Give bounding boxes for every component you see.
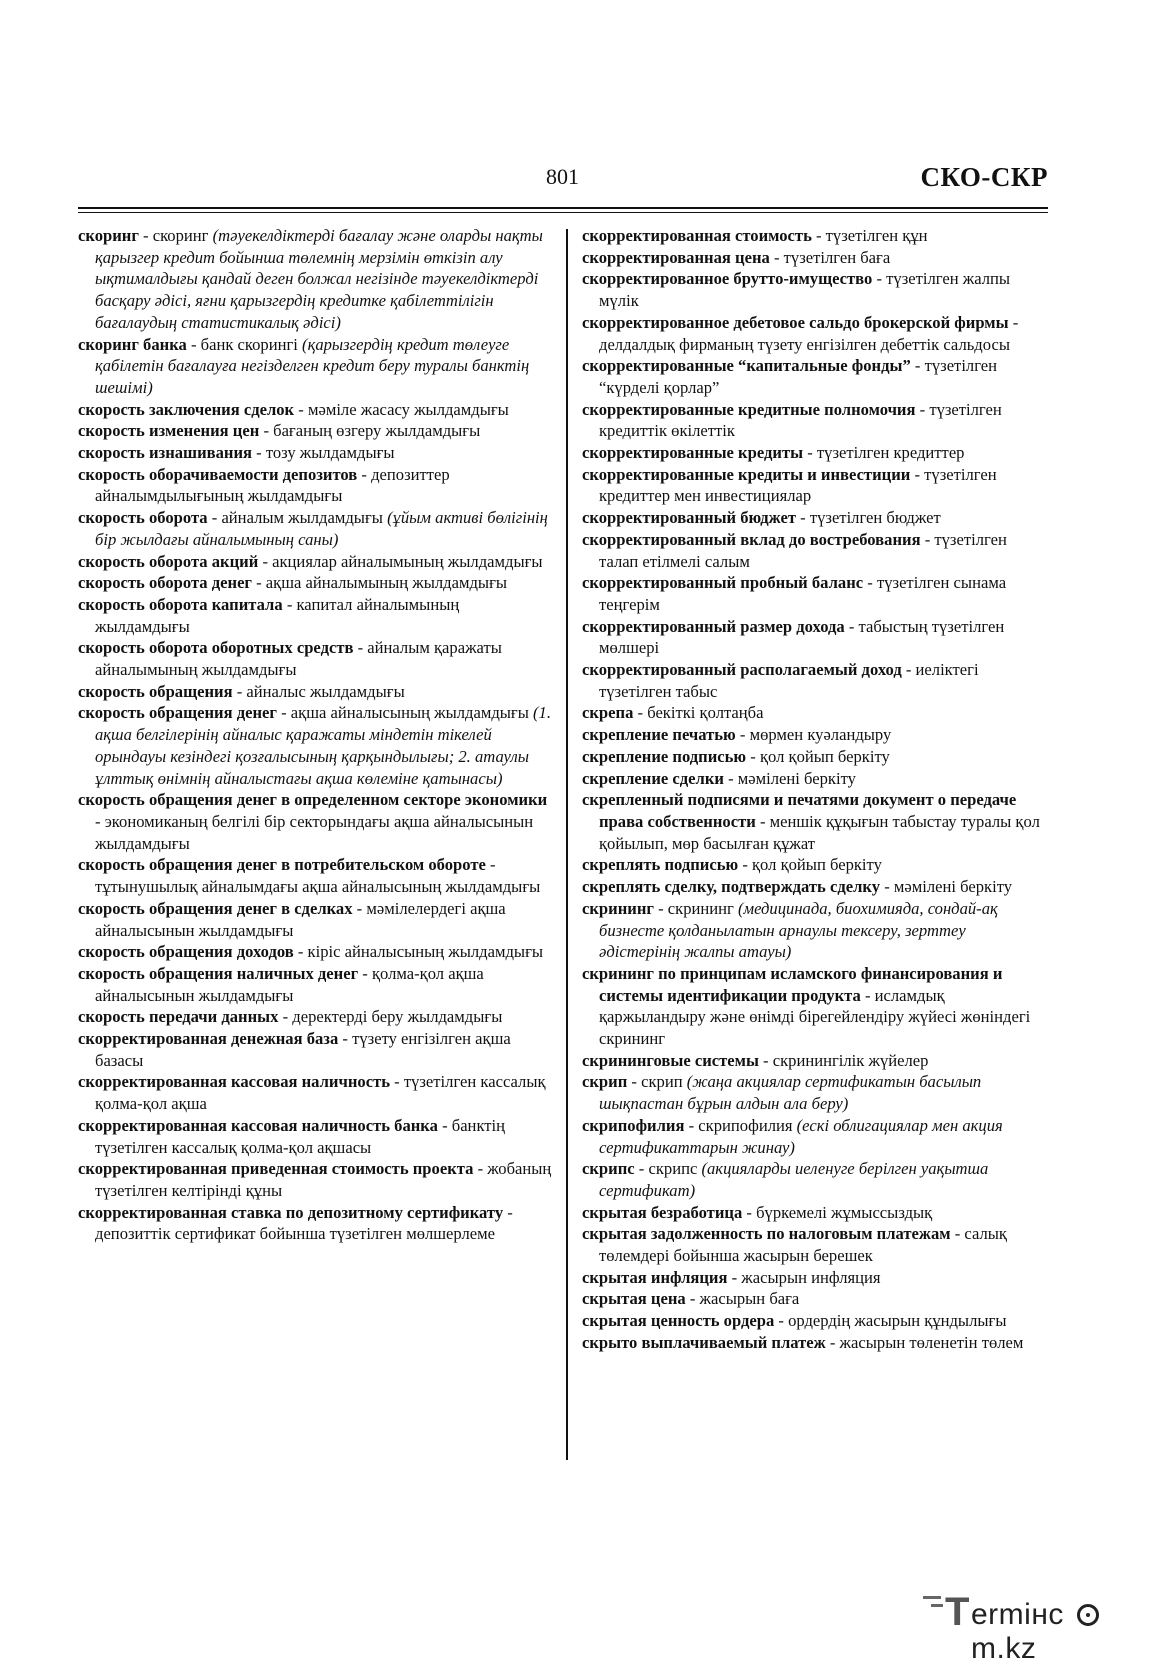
entry-separator: - <box>950 1224 965 1244</box>
entry-definition: экономиканың белгілі бір секторындағы ақша айналысынын жылдамдығы <box>95 811 534 853</box>
dictionary-entry <box>78 1006 552 1028</box>
entry-definition: түзетілген кредиттер мен инвестициялар <box>599 464 997 506</box>
entry-definition: қол қойып беркіту <box>759 746 890 766</box>
entry-separator: - <box>294 399 308 419</box>
dictionary-entry <box>582 876 1050 898</box>
entry-separator: - <box>633 703 648 723</box>
entry-separator: - <box>278 1007 293 1027</box>
entry-term: скорость обращения <box>78 681 233 701</box>
logo-dash-mark <box>923 1596 941 1599</box>
entry-definition: түзетілген бюджет <box>809 508 941 528</box>
dictionary-entry <box>78 442 552 464</box>
entry-term: скорость обращения денег <box>78 703 277 723</box>
dictionary-entry <box>582 312 1050 355</box>
entry-note: (акцияларды иеленуге берілген уақытша сертификат) <box>599 1159 989 1200</box>
dictionary-entry <box>78 1202 552 1245</box>
dictionary-entry <box>582 1115 1050 1158</box>
entry-note: (қарызгердің кредит төлеуге қабілетін бағалауға негізделген кредит беру туралы банктің шешімі) <box>95 334 530 397</box>
entry-definition: түзетілген құн <box>825 226 928 245</box>
entry-definition: кіріс айналысының жылдамдығы <box>307 942 544 962</box>
entry-term: скорость оборота денег <box>78 573 252 593</box>
dictionary-entry <box>582 724 1050 746</box>
entry-term: скрепленный подписями и печатями документ о передаче права собственности <box>582 790 1017 831</box>
dictionary-entry <box>582 963 1050 1050</box>
entry-definition: мөрмен куәландыру <box>749 725 892 745</box>
entry-definition: бағаның өзгеру жылдамдығы <box>273 421 481 441</box>
entry-separator: - <box>282 594 297 614</box>
dictionary-entry <box>582 746 1050 768</box>
dictionary-entry <box>78 507 552 550</box>
entry-definition: бекіткі қолтаңба <box>647 703 764 723</box>
entry-term: скорректированная цена <box>582 247 770 267</box>
dictionary-entry <box>78 637 552 680</box>
entry-term: скрипофилия <box>582 1115 685 1135</box>
entry-term: скорость заключения сделок <box>78 399 295 419</box>
entry-term: скорректированный бюджет <box>582 508 797 528</box>
right-column <box>582 225 1050 1354</box>
entry-separator: - <box>232 681 247 701</box>
entry-term: скорректированная кассовая наличность банка <box>78 1115 438 1135</box>
entry-separator: - <box>634 1159 649 1179</box>
dictionary-entry <box>582 1267 1050 1289</box>
entry-separator: - <box>844 616 859 636</box>
entry-definition: делдалдық фирманың түзету енгізілген дебеттік сальдосы <box>599 334 1010 354</box>
dictionary-entry <box>582 1288 1050 1310</box>
entry-separator: - <box>825 1332 840 1352</box>
dictionary-entry <box>582 399 1050 442</box>
dictionary-entry <box>78 1028 552 1071</box>
page-number: 801 <box>546 164 579 189</box>
entry-separator: - <box>811 226 826 245</box>
entry-definition: мәмілелердегі ақша айналысынын жылдамдығы <box>95 898 506 940</box>
dictionary-entry <box>582 225 1050 247</box>
entry-separator: - <box>251 573 266 593</box>
entry-term: скорость передачи данных <box>78 1007 279 1027</box>
entry-definition: айналым жылдамдығы <box>221 508 388 528</box>
logo-o-circle <box>1077 1604 1099 1626</box>
dictionary-entry <box>582 702 1050 724</box>
dictionary-entry <box>78 963 552 1006</box>
entry-definition: скрининг <box>667 898 738 918</box>
entry-separator: - <box>769 247 784 267</box>
entry-term: скрипс <box>582 1159 635 1179</box>
dictionary-entry <box>582 1158 1050 1201</box>
column-divider <box>566 229 568 1460</box>
entry-definition: жобаның түзетілген келтірінді құны <box>95 1159 552 1200</box>
entry-separator: - <box>276 703 291 723</box>
entry-definition: жасырын баға <box>699 1289 800 1309</box>
entry-term: скорректированное дебетовое сальдо брокерской фирмы <box>582 312 1009 332</box>
dictionary-entry <box>78 681 552 703</box>
entry-definition: деректерді беру жылдамдығы <box>292 1007 503 1027</box>
entry-separator: - <box>627 1072 642 1092</box>
dictionary-entry <box>582 854 1050 876</box>
entry-definition: жасырын инфляция <box>741 1267 881 1287</box>
section-range-title: СКО-СКР <box>920 162 1048 192</box>
entry-definition: тұтынушылық айналымдағы ақша айналысының жылдамдығы <box>95 877 541 897</box>
entry-definition: түзетілген кредиттік өкілеттік <box>599 399 1002 441</box>
dictionary-entry <box>78 572 552 594</box>
entry-definition: скоринг <box>152 226 213 245</box>
entry-separator: - <box>755 811 770 831</box>
entry-separator: - <box>915 399 930 419</box>
dictionary-entry <box>78 334 552 399</box>
entry-definition: түзетілген сынама теңгерім <box>599 573 1007 614</box>
dictionary-entry <box>582 529 1050 572</box>
dictionary-entry <box>582 768 1050 790</box>
entry-definition: мәмілені беркіту <box>737 768 856 788</box>
entry-separator: - <box>653 898 668 918</box>
entry-note: (тәуекелдіктерді бағалау және оларды нақты қарызгер кредит бойынша төлемнің мерзімін өткізіп алу ықтималдығы қандай деген болжал негізінде тәуекелдіктерді басқару әдісі, яғни қарызгердің кредитке қабілеттілігін бағалаудың статистикалық әдісі) <box>95 226 543 332</box>
dictionary-entry <box>78 941 552 963</box>
dictionary-entry <box>78 464 552 507</box>
entry-term: скорость обращения доходов <box>78 942 294 962</box>
entry-definition: табыстың түзетілген мөлшері <box>599 616 1005 658</box>
entry-term: скрининг по принципам исламского финансирования и системы идентификации продукта <box>582 963 1003 1005</box>
entry-separator: - <box>390 1072 404 1092</box>
dictionary-entry <box>582 268 1050 311</box>
entry-term: скорость оборота акций <box>78 551 259 571</box>
entry-term: скрытая ценность ордера <box>582 1311 775 1331</box>
dictionary-entry <box>78 702 552 789</box>
dictionary-entry <box>582 355 1050 398</box>
entry-separator: - <box>1008 312 1019 332</box>
dictionary-entry <box>78 594 552 637</box>
entry-term: скорректированный размер дохода <box>582 616 845 636</box>
dictionary-entry <box>582 659 1050 702</box>
logo-letter: T <box>945 1590 970 1634</box>
entry-definition: мәміле жасасу жылдамдығы <box>307 399 509 419</box>
entry-term: скоринг <box>78 226 139 245</box>
entry-separator: - <box>758 1050 773 1070</box>
entry-term: скреплять сделку, подтверждать сделку <box>582 877 881 897</box>
dictionary-entry <box>582 898 1050 963</box>
entry-term: скорость оборота оборотных средств <box>78 638 354 658</box>
entry-term: скорректированные “капитальные фонды” <box>582 356 911 376</box>
entry-term: скорость обращения наличных денег <box>78 963 359 983</box>
entry-separator: - <box>863 573 877 593</box>
entry-separator: - <box>796 508 810 528</box>
dictionary-entry <box>78 551 552 573</box>
entry-term: скорость оборота <box>78 508 208 528</box>
entry-separator: - <box>485 855 496 875</box>
entry-note: (ескі облигациялар мен акция сертификаттарын жинау) <box>599 1115 1003 1157</box>
logo-text: ermінcm.kz <box>971 1598 1064 1665</box>
entry-definition: акциялар айналымының жылдамдығы <box>272 551 543 571</box>
entry-term: скорость обращения денег в потребительском обороте <box>78 855 486 875</box>
logo-dash-mark <box>931 1604 943 1607</box>
entry-term: скорректированное брутто-имущество <box>582 269 873 289</box>
entry-definition: қолма-қол ақша айналысынын жылдамдығы <box>95 963 484 1005</box>
entry-separator: - <box>901 660 916 680</box>
entry-separator: - <box>186 334 201 354</box>
dictionary-entry <box>78 399 552 421</box>
entry-term: скоринг банка <box>78 334 187 354</box>
header-rule-thin <box>78 212 1048 213</box>
entry-definition: капитал айналымының жылдамдығы <box>95 594 460 636</box>
dictionary-entry <box>582 442 1050 464</box>
entry-definition: ақша айналымының жылдамдығы <box>265 573 508 593</box>
entry-separator: - <box>353 638 368 658</box>
entry-definition: исламдық қаржыландыру және өнімді бірегейлендіру жүйесі жөніндегі скрининг <box>599 985 1031 1049</box>
entry-term: скрининговые системы <box>582 1050 759 1070</box>
entry-separator: - <box>880 877 894 897</box>
dictionary-entry <box>582 1332 1050 1354</box>
entry-separator: - <box>357 464 372 484</box>
entry-separator: - <box>746 746 760 766</box>
entry-term: скорректированная денежная база <box>78 1029 339 1049</box>
entry-note: (медицинада, биохимияда, сондай-ақ бизнесте қолданылатын арнаулы тексеру, зерттеу әдістерінің жалпы атауы) <box>599 898 998 962</box>
dictionary-entry <box>582 616 1050 659</box>
dictionary-entry <box>78 789 552 854</box>
entry-separator: - <box>352 898 367 918</box>
entry-separator: - <box>860 985 875 1005</box>
entry-separator: - <box>727 1267 742 1287</box>
entry-term: скрепление подписью <box>582 746 747 766</box>
entry-definition: скрипс <box>648 1159 702 1179</box>
entry-separator: - <box>742 1202 757 1222</box>
entry-separator: - <box>259 421 274 441</box>
entry-term: скорректированная кассовая наличность <box>78 1072 390 1092</box>
dictionary-entry <box>582 572 1050 615</box>
entry-term: скрип <box>582 1072 628 1092</box>
entry-separator: - <box>293 942 308 962</box>
entry-note: (жаңа акциялар сертификатын басылып шықпастан бұрын алдын ала беру) <box>599 1072 982 1114</box>
dictionary-entry <box>582 1071 1050 1114</box>
entry-term: скрепление сделки <box>582 768 724 788</box>
entry-separator: - <box>207 508 222 528</box>
dictionary-entry <box>78 1158 552 1201</box>
entry-term: скорость оборота капитала <box>78 594 283 614</box>
entry-note: (1. ақша белгілерінің айналыс қаражаты міндетін тікелей орындауы кезіндегі қозғалысының қарқындылығы; 2. атаулы ұлттық өнімнің айналыстағы ақша көлеміне қатынасы) <box>95 703 552 788</box>
dictionary-entry <box>78 1115 552 1158</box>
entry-separator: - <box>473 1159 488 1179</box>
entry-separator: - <box>872 269 887 289</box>
entry-term: скрытая задолженность по налоговым платежам <box>582 1224 951 1244</box>
dictionary-entry <box>78 854 552 897</box>
entry-separator: - <box>910 464 925 484</box>
entry-term: скорость обращения денег в определенном секторе экономики <box>78 790 548 810</box>
entry-term: скрытая цена <box>582 1289 686 1309</box>
entry-term: скорректированная приведенная стоимость проекта <box>78 1159 474 1179</box>
entry-definition: түзетілген баға <box>783 247 891 267</box>
entry-definition: скринингілік жүйелер <box>772 1050 929 1070</box>
entry-separator: - <box>735 725 750 745</box>
entry-definition: иеліктегі түзетілген табыс <box>599 660 979 701</box>
entry-term: скорректированный вклад до востребования <box>582 529 921 549</box>
entry-separator: - <box>684 1115 699 1135</box>
entry-definition: меншік құқығын табыстау туралы қол қойылып, мөр басылған құжат <box>599 811 1040 853</box>
entry-definition: тозу жылдамдығы <box>265 443 395 463</box>
entry-definition: айналыс жылдамдығы <box>246 681 405 701</box>
entry-definition: түзетілген жалпы мүлік <box>599 269 1011 311</box>
entry-term: скрепа <box>582 703 634 723</box>
entry-definition: қол қойып беркіту <box>752 855 882 875</box>
dictionary-entry <box>582 464 1050 507</box>
entry-definition: ақша айналысының жылдамдығы <box>290 703 534 723</box>
entry-separator: - <box>251 443 266 463</box>
entry-separator: - <box>95 811 105 831</box>
entry-definition: түзетілген “күрделі қорлар” <box>599 356 998 397</box>
entry-definition: бүркемелі жұмыссыздық <box>756 1202 933 1222</box>
entry-separator: - <box>910 356 925 376</box>
dictionary-entry <box>78 898 552 941</box>
dictionary-entry <box>582 1202 1050 1224</box>
entry-separator: - <box>338 1029 353 1049</box>
dictionary-entry <box>78 1071 552 1114</box>
entry-term: скорректированный располагаемый доход <box>582 660 902 680</box>
entry-definition: мәмілені беркіту <box>893 877 1013 897</box>
dictionary-entry <box>582 789 1050 854</box>
entry-definition: депозиттер айналымдылығының жылдамдығы <box>95 464 450 506</box>
entry-definition: скрипофилия <box>698 1115 797 1135</box>
dictionary-entry <box>78 420 552 442</box>
entry-term: скорость обращения денег в сделках <box>78 898 353 918</box>
entry-note: (ұйым активі бөлігінің бір жылдағы айналымының саны) <box>95 508 548 549</box>
entry-separator: - <box>685 1289 700 1309</box>
entry-term: скорректированные кредиты <box>582 443 804 463</box>
dictionary-entry <box>582 1310 1050 1332</box>
entry-separator: - <box>358 963 372 983</box>
entry-term: скрепление печатью <box>582 725 736 745</box>
dictionary-entry <box>582 507 1050 529</box>
dictionary-entry <box>582 1050 1050 1072</box>
entry-separator: - <box>138 226 153 245</box>
entry-separator: - <box>774 1311 789 1331</box>
entry-definition: банк скорингі <box>200 334 303 354</box>
entry-separator: - <box>920 529 935 549</box>
entry-term: скрытая безработица <box>582 1202 743 1222</box>
entry-term: скорректированные кредитные полномочия <box>582 399 916 419</box>
entry-separator: - <box>723 768 738 788</box>
entry-term: скрыто выплачиваемый платеж <box>582 1332 826 1352</box>
entry-term: скорость изменения цен <box>78 421 260 441</box>
entry-definition: ордердің жасырын құндылығы <box>788 1311 1007 1331</box>
entry-definition: салық төлемдері бойынша жасырын берешек <box>599 1224 1007 1266</box>
entry-term: скорость изнашивания <box>78 443 252 463</box>
entry-term: скреплять подписью <box>582 855 739 875</box>
left-column <box>78 225 552 1245</box>
entry-definition: түзету енгізілген ақша базасы <box>95 1029 511 1070</box>
entry-definition: депозиттік сертификат бойынша түзетілген мөлшерлеме <box>95 1224 496 1244</box>
dictionary-entry <box>78 225 552 334</box>
entry-definition: айналым қаражаты айналымының жылдамдығы <box>95 638 502 680</box>
entry-definition: скрип <box>641 1072 687 1092</box>
termincom-logo <box>945 1590 1145 1665</box>
dictionary-entry <box>582 247 1050 269</box>
entry-definition: түзетілген кассалық қолма-қол ақша <box>95 1072 546 1114</box>
entry-definition: түзетілген талап етілмелі салым <box>599 529 1007 571</box>
entry-separator: - <box>738 855 752 875</box>
entry-separator: - <box>803 443 817 463</box>
entry-definition: банктің түзетілген кассалық қолма-қол ақшасы <box>95 1115 506 1157</box>
entry-term: скорость оборачиваемости депозитов <box>78 464 358 484</box>
header-rule-thick <box>78 207 1048 209</box>
entry-separator: - <box>258 551 273 571</box>
dictionary-entry <box>582 1223 1050 1266</box>
entry-term: скорректированная стоимость <box>582 226 812 245</box>
entry-definition: жасырын төленетін төлем <box>839 1332 1024 1352</box>
entry-term: скрытая инфляция <box>582 1267 728 1287</box>
entry-definition: түзетілген кредиттер <box>816 443 965 463</box>
entry-term: скорректированные кредиты и инвестиции <box>582 464 911 484</box>
entry-term: скорректированная ставка по депозитному сертификату <box>78 1202 504 1222</box>
entry-term: скорректированный пробный баланс <box>582 573 864 593</box>
page-header <box>78 160 1048 200</box>
entry-separator: - <box>503 1202 513 1222</box>
entry-term: скрининг <box>582 898 654 918</box>
entry-separator: - <box>437 1115 452 1135</box>
